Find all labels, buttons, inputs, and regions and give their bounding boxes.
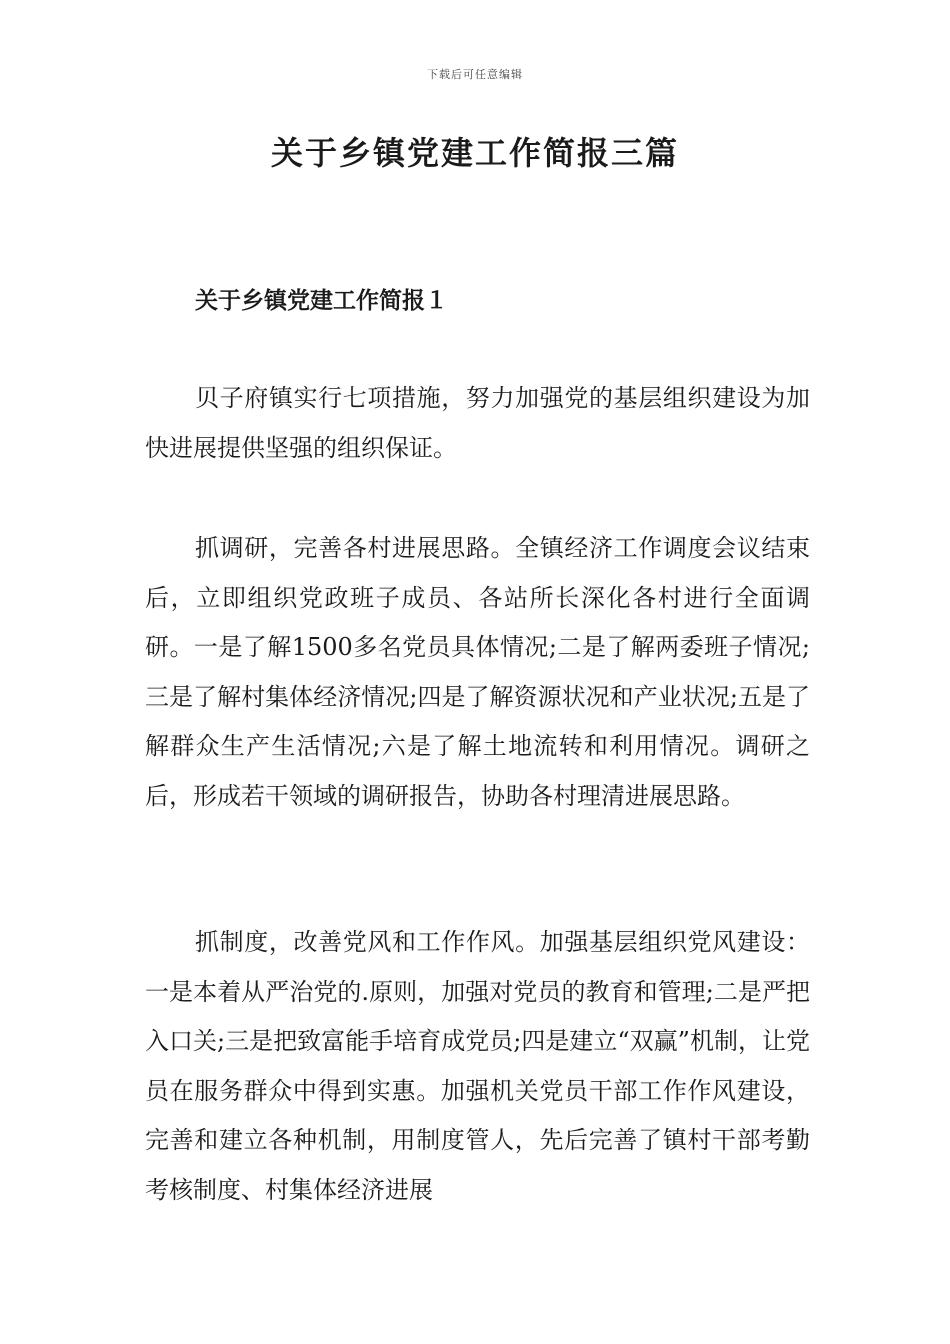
- header-note: 下载后可任意编辑: [427, 68, 523, 81]
- paragraph: 贝子府镇实行七项措施，努力加强党的基层组织建设为加快进展提供坚强的组织保证。: [145, 384, 810, 462]
- document-title: 关于乡镇党建工作简报三篇: [270, 134, 679, 172]
- paragraph: 抓制度，改善党风和工作作风。加强基层组织党风建设：一是本着从严治党的.原则，加强对党员的教育和管理;二是严把入口关;三是把致富能手培育成党员;四是建立“双赢”机制，让党员在服务群众中得到实惠。加强机关党员干部工作作风建设，完善和建立各种机制，用制度管人，先后完善了镇村干部考勤考核制度、村集体经济进展: [145, 928, 810, 1204]
- paragraph: 抓调研，完善各村进展思路。全镇经济工作调度会议结束后，立即组织党政班子成员、各站所长深化各村进行全面调研。一是了解1500多名党员具体情况;二是了解两委班子情况;三是了解村集体经济情况;四是了解资源状况和产业状况;五是了解群众生产生活情况;六是了解土地流转和利用情况。调研之后，形成若干领域的调研报告，协助各村理清进展思路。: [145, 534, 810, 810]
- section-heading: 关于乡镇党建工作简报１: [195, 287, 448, 314]
